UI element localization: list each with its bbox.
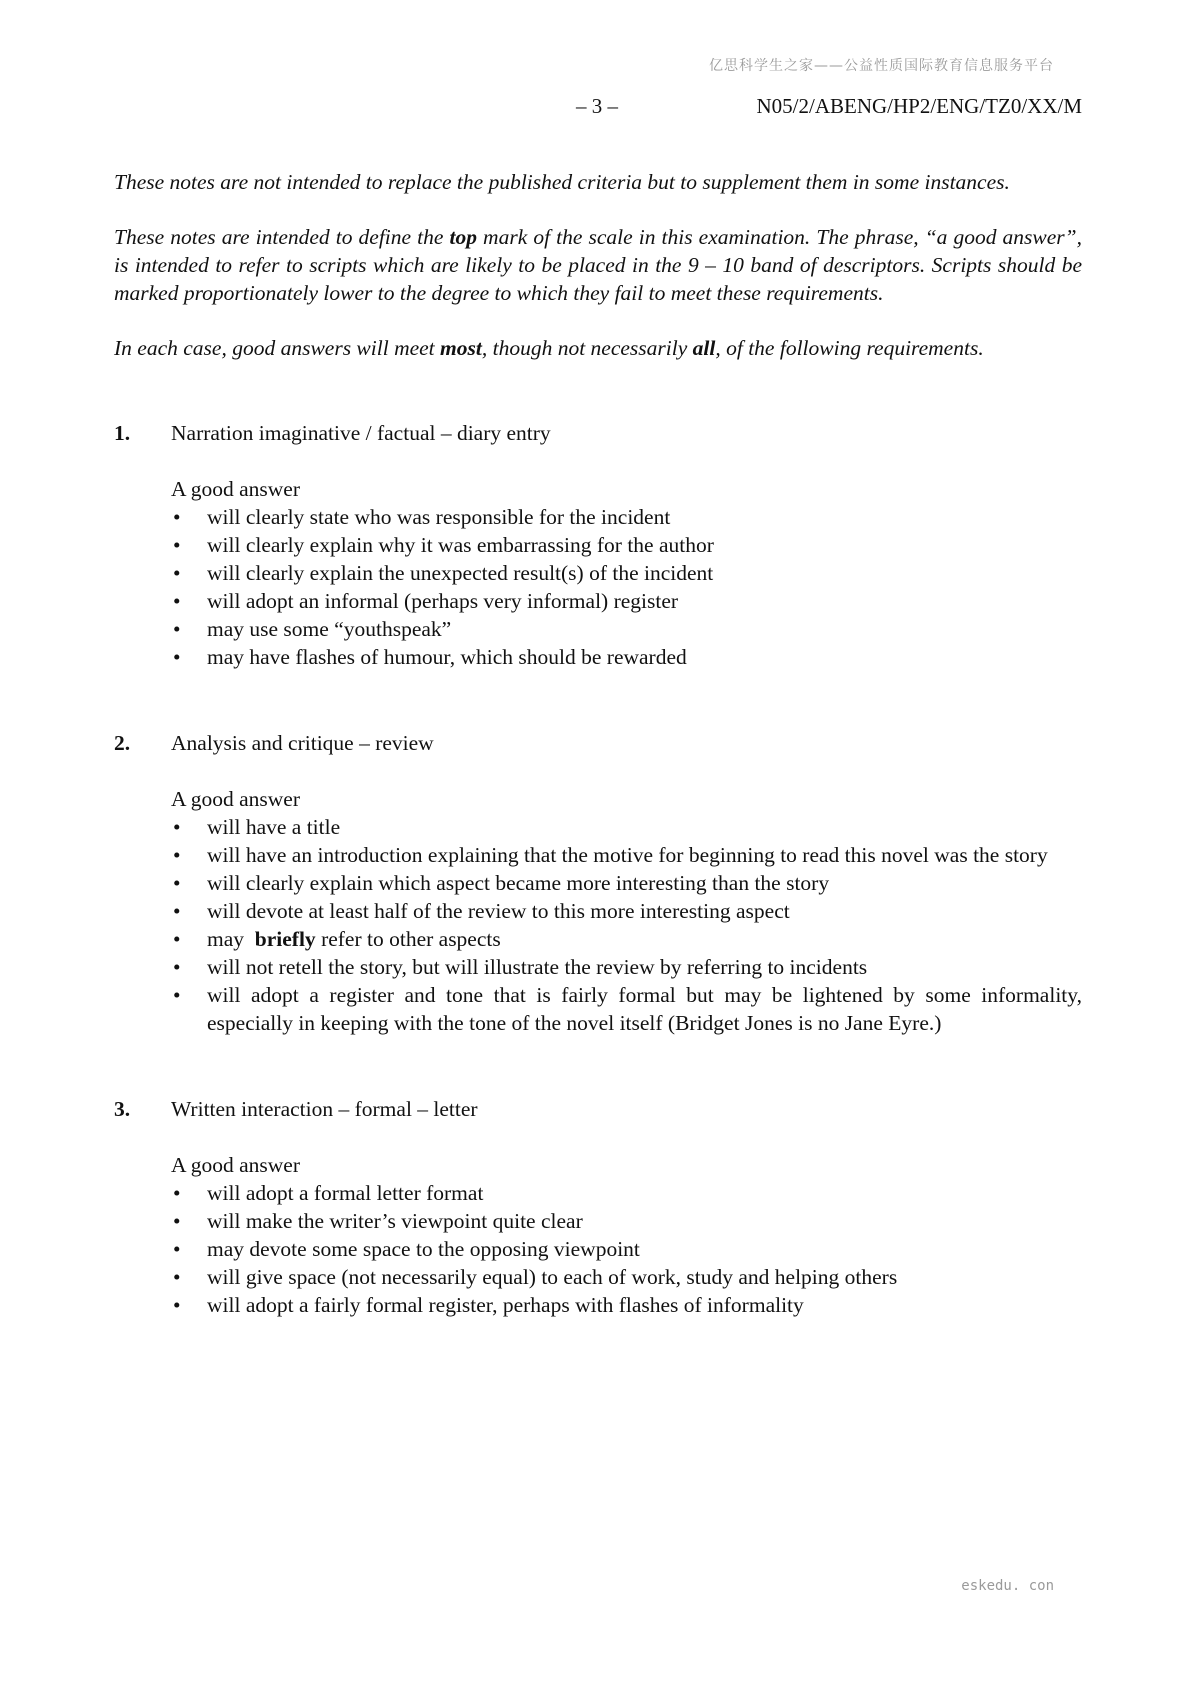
question-title: Narration imaginative / factual – diary entry (171, 421, 551, 445)
intro-p3-text-a: In each case, good answers will meet (114, 336, 441, 360)
document-body (114, 168, 1082, 1319)
question-1 (114, 419, 1082, 671)
intro-paragraph-2 (114, 223, 1082, 307)
document-code: N05/2/ABENG/HP2/ENG/TZ0/XX/M (756, 94, 1082, 118)
question-3-heading (114, 1095, 1082, 1123)
question-2 (114, 729, 1082, 1037)
question-1-criteria (171, 475, 1082, 671)
question-2-heading (114, 729, 1082, 757)
intro-p3-text-b: , though not necessarily (481, 336, 693, 360)
question-1-heading (114, 419, 1082, 447)
page-number: – 3 – (576, 94, 618, 118)
watermark-bottom: eskedu. con (961, 1578, 1054, 1594)
criteria-item: • will have a title (171, 813, 1082, 841)
criteria-item: • will not retell the story, but will illustrate the review by referring to incidents (171, 953, 1082, 981)
criteria-item: • will make the writer’s viewpoint quite clear (171, 1207, 1082, 1235)
watermark-top: 亿思科学生之家——公益性质国际教育信息服务平台 (709, 58, 1054, 74)
criteria-item: • may have flashes of humour, which should be rewarded (171, 643, 1082, 671)
criteria-lead: A good answer (171, 1153, 300, 1177)
criteria-item: • will clearly explain why it was embarrassing for the author (171, 531, 1082, 559)
criteria-item: • may devote some space to the opposing viewpoint (171, 1235, 1082, 1263)
question-2-criteria (171, 785, 1082, 1037)
intro-p3-text-c: , of the following requirements. (715, 336, 984, 360)
criteria-item: • will have an introduction explaining that the motive for beginning to read this novel was the story (171, 841, 1082, 869)
criteria-item: • will adopt a fairly formal register, perhaps with flashes of informality (171, 1291, 1082, 1319)
question-3-criteria (171, 1151, 1082, 1319)
criteria-item: • will clearly explain which aspect became more interesting than the story (171, 869, 1082, 897)
question-number: 2. (114, 731, 131, 755)
criteria-list (171, 1179, 1082, 1319)
criteria-list (171, 813, 1082, 1037)
intro-p2-bold-top: top (449, 225, 477, 249)
question-title: Written interaction – formal – letter (171, 1097, 478, 1121)
criteria-item: • will adopt a register and tone that is fairly formal but may be lightened by some informality, especially in keeping with the tone of the novel itself (Bridget Jones is no Jane Eyre.) (171, 981, 1082, 1037)
question-title: Analysis and critique – review (171, 731, 434, 755)
intro-paragraph-3 (114, 334, 1082, 362)
intro-p2-text-a: These notes are intended to define the (114, 225, 450, 249)
criteria-item-briefly (171, 925, 1082, 953)
page-header (0, 94, 1190, 124)
criteria-lead: A good answer (171, 477, 300, 501)
intro-p3-bold-most: most (440, 336, 482, 360)
criteria-lead: A good answer (171, 787, 300, 811)
question-number: 3. (114, 1097, 131, 1121)
brief-bold: briefly (254, 927, 316, 951)
intro-notes (114, 168, 1082, 362)
question-number: 1. (114, 421, 131, 445)
brief-text-b: refer to other aspects (315, 927, 501, 951)
intro-p3-bold-all: all (692, 336, 716, 360)
criteria-item: • will adopt a formal letter format (171, 1179, 1082, 1207)
criteria-item: • will clearly explain the unexpected result(s) of the incident (171, 559, 1082, 587)
criteria-item: • will devote at least half of the review to this more interesting aspect (171, 897, 1082, 925)
intro-paragraph-1: These notes are not intended to replace the published criteria but to supplement them in some instances. (114, 170, 1010, 194)
criteria-list (171, 503, 1082, 671)
criteria-item: • will adopt an informal (perhaps very informal) register (171, 587, 1082, 615)
criteria-item: • will give space (not necessarily equal) to each of work, study and helping others (171, 1263, 1082, 1291)
criteria-item: • will clearly state who was responsible for the incident (171, 503, 1082, 531)
intro-p2-text-b: mark of the scale in this examination. The phrase, “a good answer”, is intended to refer to scripts which are likely to be placed in the 9 – 10 band of descriptors. Scripts should be marked proportionately lower to the degree to which they fail to meet these requirements. (114, 225, 1082, 305)
criteria-item: • may use some “youthspeak” (171, 615, 1082, 643)
question-3 (114, 1095, 1082, 1319)
brief-text-a: may (207, 927, 255, 951)
